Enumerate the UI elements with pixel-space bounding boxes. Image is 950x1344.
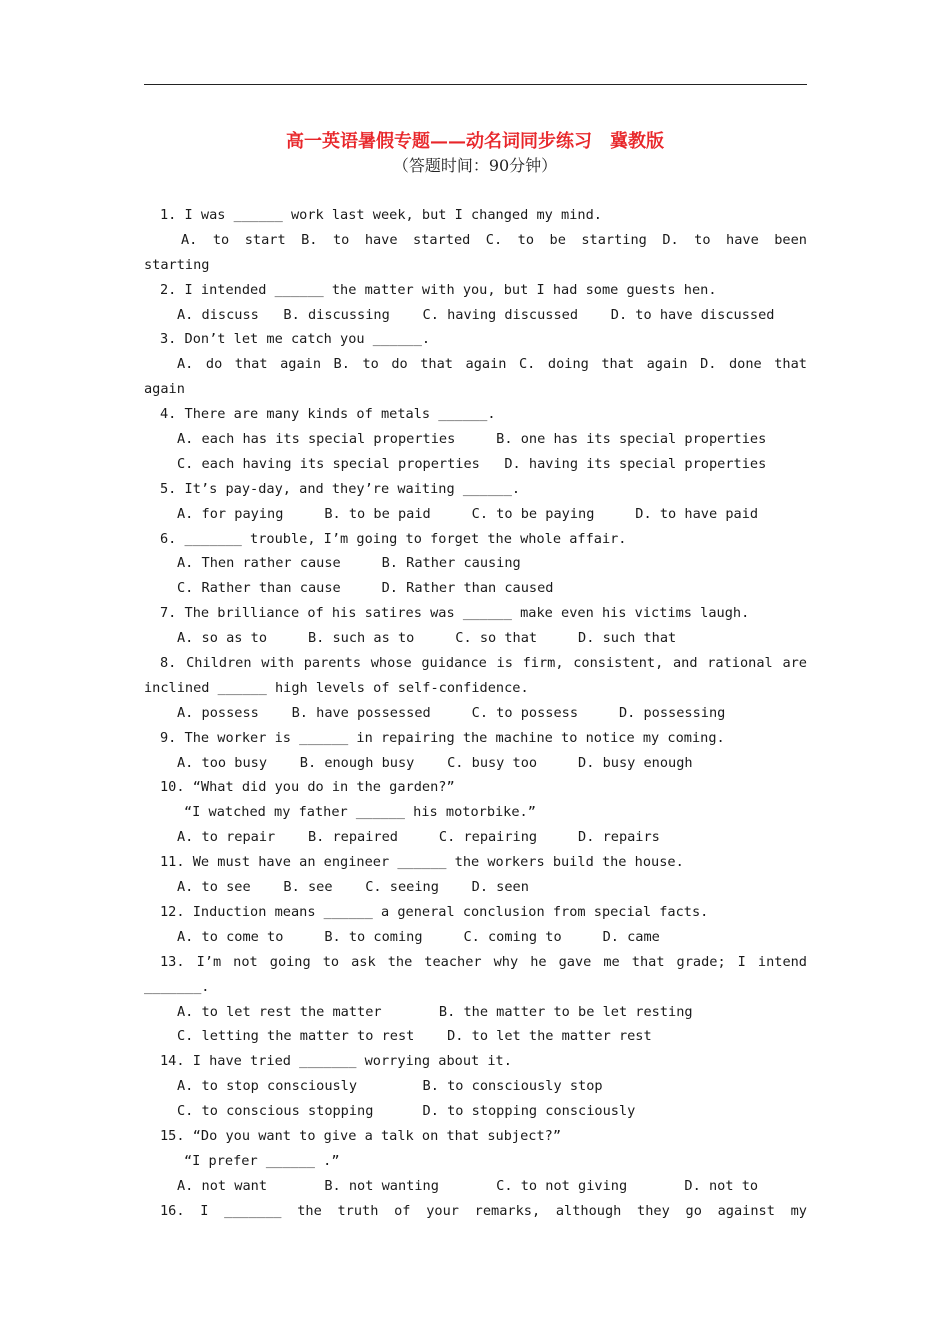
question-7: 7. The brilliance of his satires was ______ make even his victims laugh. (160, 605, 750, 622)
question-5-options: A. for paying B. to be paid C. to be paying D. to have paid (177, 505, 759, 522)
header-rule (144, 84, 807, 85)
time-limit-note: （答题时间：90分钟） (392, 156, 558, 175)
question-6-options-row-2: C. Rather than cause D. Rather than caused (177, 580, 554, 597)
question-12: 12. Induction means ______ a general conclusion from special facts. (160, 903, 709, 920)
question-8-continued: inclined ______ high levels of self-confidence. (144, 679, 529, 696)
exercise-body (144, 203, 807, 1224)
question-13-continued: _______. (144, 978, 210, 995)
question-9: 9. The worker is ______ in repairing the machine to notice my coming. (160, 729, 725, 746)
question-15-options: A. not want B. not wanting C. to not giving D. not to (177, 1177, 759, 1194)
question-16: 16. I _______ the truth of your remarks, although they go against my (160, 1202, 807, 1219)
question-6-options-row-1: A. Then rather cause B. Rather causing (177, 555, 521, 572)
question-13-options-row-2: C. letting the matter to rest D. to let the matter rest (177, 1028, 652, 1045)
question-3-options: A. do that again B. to do that again C. doing that again D. done that (177, 356, 807, 373)
question-8: 8. Children with parents whose guidance is firm, consistent, and rational are (160, 655, 807, 672)
question-11: 11. We must have an engineer ______ the workers build the house. (160, 854, 684, 871)
question-5: 5. It’s pay-day, and they’re waiting ______. (160, 480, 521, 497)
question-12-options: A. to come to B. to coming C. coming to D. came (177, 928, 660, 945)
question-4: 4. There are many kinds of metals ______. (160, 406, 496, 423)
question-1-options: A. to start B. to have started C. to be starting D. to have been (181, 231, 807, 248)
question-7-options: A. so as to B. such as to C. so that D. such that (177, 630, 677, 647)
question-2: 2. I intended ______ the matter with you, but I had some guests hen. (160, 281, 717, 298)
question-14-options-row-2: C. to conscious stopping D. to stopping consciously (177, 1103, 636, 1120)
question-6: 6. _______ trouble, I’m going to forget the whole affair. (160, 530, 627, 547)
question-14-options-row-1: A. to stop consciously B. to consciously stop (177, 1078, 603, 1095)
question-4-options-row-1: A. each has its special properties B. one has its special properties (177, 431, 767, 448)
question-3: 3. Don’t let me catch you ______. (160, 331, 431, 348)
question-15-quote: “I prefer ______ .” (184, 1152, 340, 1169)
question-10-options: A. to repair B. repaired C. repairing D. repairs (177, 829, 660, 846)
question-2-options: A. discuss B. discussing C. having discussed D. to have discussed (177, 306, 775, 323)
page-title: 高一英语暑假专题——动名词同步练习 冀教版 (286, 131, 664, 152)
question-13: 13. I’m not going to ask the teacher why he gave me that grade; I intend (160, 953, 807, 970)
question-9-options: A. too busy B. enough busy C. busy too D. busy enough (177, 754, 693, 771)
question-10: 10. “What did you do in the garden?” (160, 779, 455, 796)
question-10-quote: “I watched my father ______ his motorbike.” (184, 804, 536, 821)
question-15: 15. “Do you want to give a talk on that subject?” (160, 1127, 562, 1144)
question-11-options: A. to see B. see C. seeing D. seen (177, 879, 529, 896)
question-1: 1. I was ______ work last week, but I changed my mind. (160, 207, 602, 223)
question-4-options-row-2: C. each having its special properties D. having its special properties (177, 455, 767, 472)
question-13-options-row-1: A. to let rest the matter B. the matter to be let resting (177, 1003, 693, 1020)
question-1-options-continued: starting (144, 256, 210, 273)
question-14: 14. I have tried _______ worrying about it. (160, 1053, 512, 1070)
question-3-options-continued: again (144, 381, 185, 398)
question-8-options: A. possess B. have possessed C. to possess D. possessing (177, 704, 726, 721)
